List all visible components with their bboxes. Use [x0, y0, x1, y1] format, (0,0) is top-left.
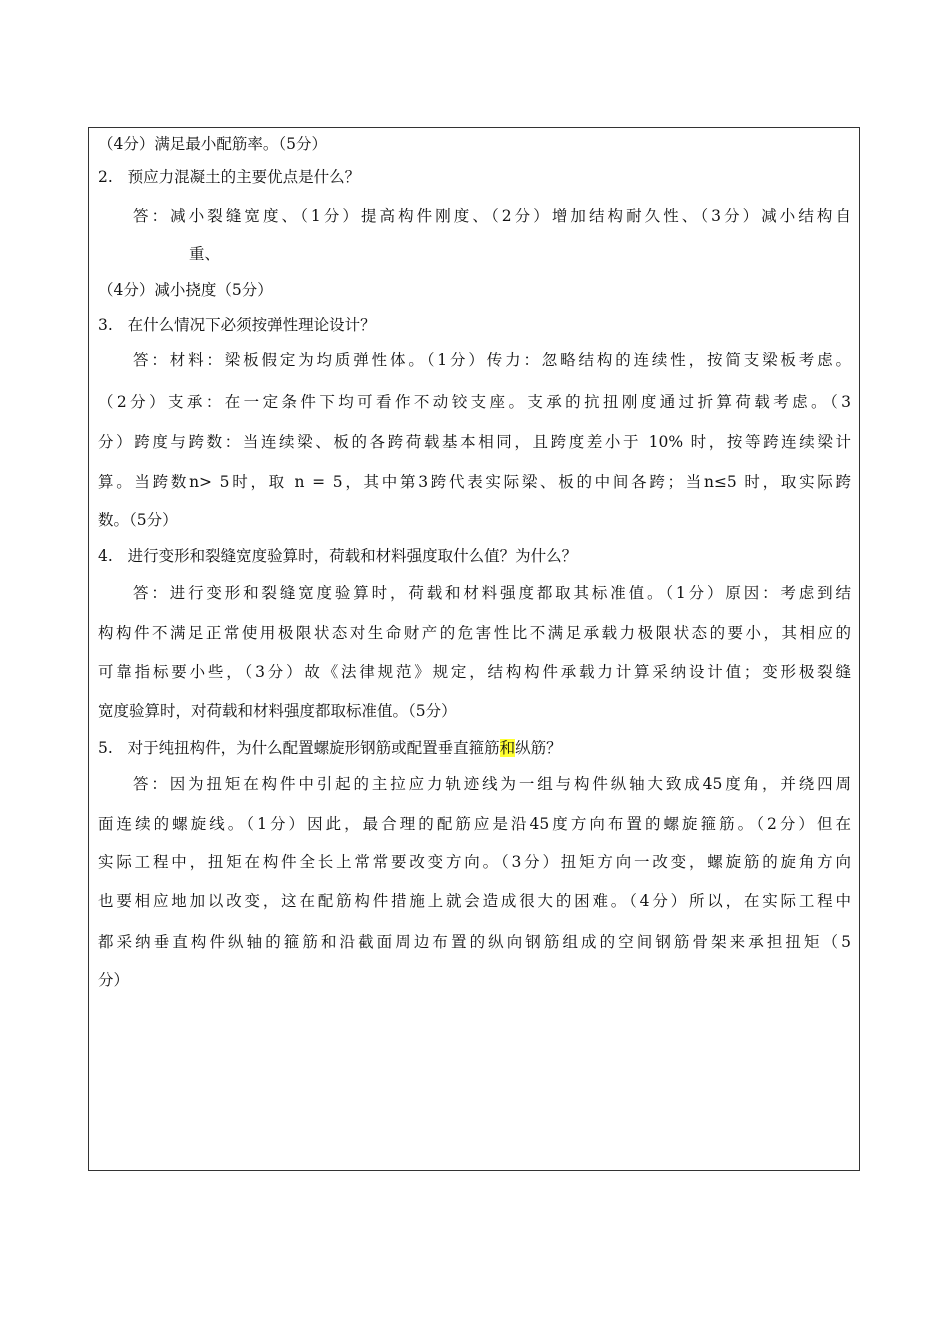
answer-line: （4分）减小挠度（5分） [98, 281, 273, 299]
answer-line: 实际工程中，扭矩在构件全长上常常要改变方向。（3分）扭矩方向一改变，螺旋筋的旋角方向 [98, 853, 851, 871]
answer-line: 都采纳垂直构件纵轴的箍筋和沿截面周边布置的纵向钢筋组成的空间钢筋骨架来承担扭矩（5 [98, 933, 851, 951]
answer-line: 数。（5分） [98, 511, 178, 529]
answer-line: 可靠指标要小些，（3分）故《法律规范》规定，结构构件承载力计算采纳设计值；变形极裂缝 [98, 663, 851, 681]
question-text: 进行变形和裂缝宽度验算时，荷载和材料强度取什么值？为什么？ [127, 547, 578, 565]
answer-line: 算。当跨数n> 5时，取 n = 5，其中第3跨代表实际梁、板的中间各跨；当n≤5 时，取实际跨 [98, 473, 851, 491]
question-text: 预应力混凝土的主要优点是什么？ [127, 168, 361, 186]
question-text: 在什么情况下必须按弹性理论设计？ [127, 316, 376, 334]
answer-line: （2分）支承：在一定条件下均可看作不动铰支座。支承的抗扭刚度通过折算荷载考虑。（3 [98, 393, 851, 411]
question-number: 2. [98, 168, 113, 186]
question-5 [98, 738, 562, 758]
question-text: 对于纯扭构件，为什么配置螺旋形钢筋或配置垂直箍筋 [127, 739, 500, 757]
question-number: 4. [98, 547, 113, 565]
answer-line: 分）跨度与跨数：当连续梁、板的各跨荷载基本相同，且跨度差小于 10% 时，按等跨连续梁计 [98, 433, 851, 451]
answer-line: 答：材料：梁板假定为均质弹性体。（1分）传力：忽略结构的连续性，按简支梁板考虑。 [133, 351, 851, 369]
question-number: 3. [98, 316, 113, 334]
text-line: （4分）满足最小配筋率。（5分） [98, 135, 327, 153]
question-3 [98, 315, 376, 335]
answer-line: 答：进行变形和裂缝宽度验算时，荷载和材料强度都取其标准值。（1分）原因：考虑到结 [133, 584, 851, 602]
question-4 [98, 546, 577, 566]
answer-line: 答：因为扭矩在构件中引起的主拉应力轨迹线为一组与构件纵轴大致成45度角，并绕四周 [133, 775, 851, 793]
question-text-end: 纵筋？ [515, 739, 562, 757]
question-number: 5. [98, 739, 113, 757]
answer-line: 也要相应地加以改变，这在配筋构件措施上就会造成很大的困难。（4分）所以，在实际工程中 [98, 892, 851, 910]
answer-line: 重、 [189, 245, 221, 263]
question-2 [98, 167, 360, 187]
answer-line: 分） [98, 971, 130, 989]
answer-line: 构构件不满足正常使用极限状态对生命财产的危害性比不满足承载力极限状态的要小，其相应的 [98, 624, 851, 642]
answer-line: 宽度验算时，对荷载和材料强度都取标准值。（5分） [98, 702, 457, 720]
answer-line: 面连续的螺旋线。（1分）因此，最合理的配筋应是沿45度方向布置的螺旋箍筋。（2分）但在 [98, 815, 851, 833]
highlighted-text: 和 [499, 739, 516, 757]
answer-line: 答：减小裂缝宽度、（1分）提高构件刚度、（2分）增加结构耐久性、（3分）减小结构自 [133, 207, 851, 225]
